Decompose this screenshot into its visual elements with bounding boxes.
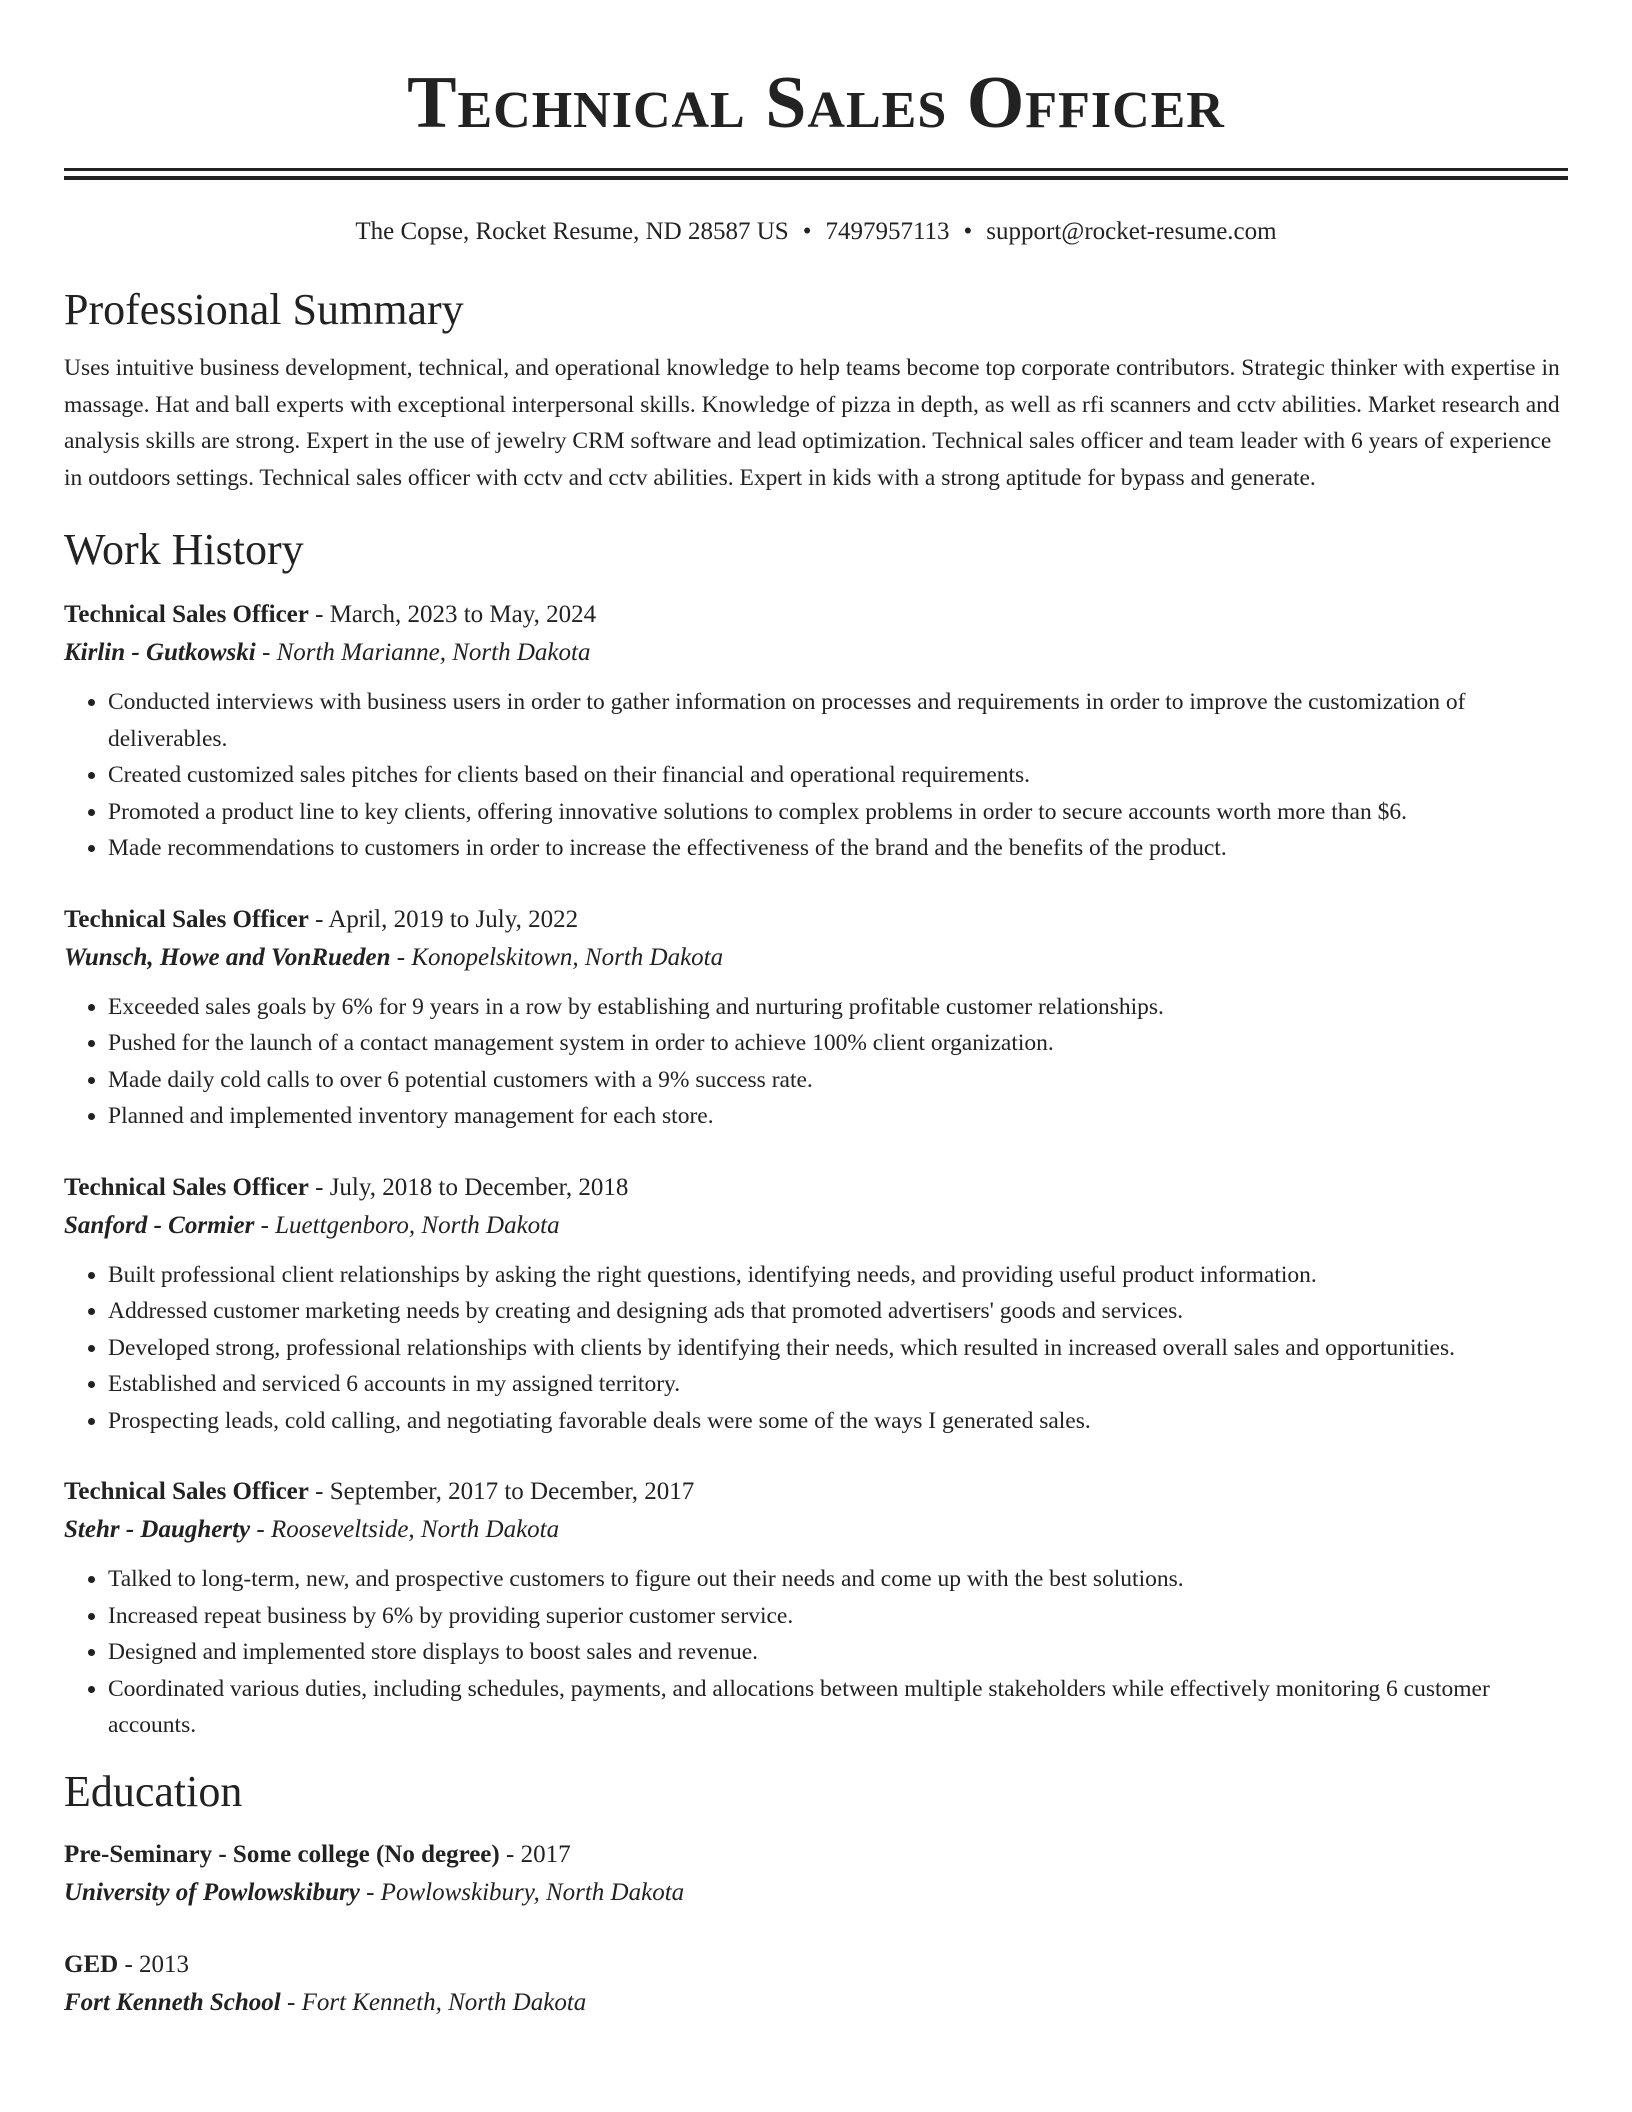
job-company: Stehr - Daugherty [64,1516,251,1543]
job-entry [64,901,1568,1135]
job-bullet: • Exceeded sales goals by 6% for 9 years in a row by establishing and nurturing profitable customer relationships. [108,989,1568,1026]
job-bullet: • Developed strong, professional relationships with clients by identifying their needs, which resulted in increased overall sales and opportunities. [108,1330,1568,1367]
job-dash: - [308,905,329,933]
education-dash: - [499,1840,521,1868]
job-bullet: • Made recommendations to customers in order to increase the effectiveness of the brand and the benefits of the product. [108,830,1568,867]
job-bullet: • Coordinated various duties, including schedules, payments, and allocations between multiple stakeholders while effectively monitoring 6 customer accounts. [108,1671,1568,1744]
education-degree: GED [64,1950,119,1978]
education-location: Powlowskibury, North Dakota [380,1878,685,1906]
job-company: Kirlin - Gutkowski [64,639,256,666]
job-dates: March, 2023 to May, 2024 [329,601,597,628]
job-entry [64,596,1568,867]
job-company-line [64,1511,1568,1549]
work-history-heading: Work History [64,525,304,574]
header-divider [64,168,1568,180]
job-company: Sanford - Cormier [64,1211,255,1239]
job-entry [64,1169,1568,1440]
education-school-line [64,1984,1568,2022]
job-bullet: • Promoted a product line to key clients, offering innovative solutions to complex problems in order to secure accounts worth more than $6. [108,794,1568,831]
job-bullets [64,1257,1568,1440]
job-bullets [64,989,1568,1135]
job-location: Luettgenboro, North Dakota [275,1211,560,1239]
job-bullet: • Prospecting leads, cold calling, and negotiating favorable deals were some of the ways I generated sales. [108,1403,1568,1440]
job-dash: - [390,943,412,971]
contact-address: The Copse, Rocket Resume, ND 28587 US [355,218,789,245]
education-heading: Education [64,1766,243,1816]
job-role: Technical Sales Officer [64,1173,309,1201]
education-degree: Pre-Seminary - Some college (No degree) [64,1840,500,1868]
education-school: University of Powlowskibury [64,1878,360,1906]
education-school-line [64,1874,1568,1912]
education-year: 2013 [139,1950,190,1978]
education-location: Fort Kenneth, North Dakota [301,1988,587,2016]
job-bullet: • Made daily cold calls to over 6 potential customers with a 9% success rate. [108,1062,1568,1099]
job-bullet: • Addressed customer marketing needs by creating and designing ads that promoted advertisers' goods and services. [108,1293,1568,1330]
contact-separator: • [963,218,973,245]
job-dash: - [255,639,277,666]
job-entry [64,1473,1568,1744]
job-bullet: • Conducted interviews with business users in order to gather information on processes and requirements in order to improve the customization of deliverables. [108,684,1568,757]
resume-name: Technical Sales Officer [407,62,1225,144]
job-bullet: • Designed and implemented store displays to boost sales and revenue. [108,1634,1568,1671]
job-role: Technical Sales Officer [64,1478,309,1505]
contact-phone: 7497957113 [825,218,950,245]
contact-separator: • [802,218,812,245]
education-dash: - [359,1878,381,1906]
contact-email: support@rocket-resume.com [986,218,1277,245]
job-bullet: • Created customized sales pitches for clients based on their financial and operational requirements. [108,757,1568,794]
job-title-line [64,596,1568,634]
job-bullet: • Built professional client relationships by asking the right questions, identifying needs, and providing useful product information. [108,1257,1568,1294]
education-entry [64,1836,1568,1912]
job-dash: - [254,1211,276,1239]
education-dash: - [118,1950,140,1978]
job-role: Technical Sales Officer [64,601,309,628]
job-bullets [64,1561,1568,1744]
education-dash: - [280,1988,302,2016]
job-title-line [64,901,1568,939]
job-title-line [64,1473,1568,1511]
education-school: Fort Kenneth School [64,1988,281,2016]
job-dates: July, 2018 to December, 2018 [329,1173,629,1201]
job-dash: - [308,1173,330,1201]
summary-heading: Professional Summary [64,285,464,334]
education-year: 2017 [520,1840,571,1868]
job-bullet: • Established and serviced 6 accounts in my assigned territory. [108,1366,1568,1403]
job-location: Konopelskitown, North Dakota [411,943,724,971]
education-degree-line [64,1836,1568,1874]
job-bullet: • Increased repeat business by 6% by providing superior customer service. [108,1598,1568,1635]
job-dash: - [250,1516,271,1543]
summary-text: Uses intuitive business development, technical, and operational knowledge to help teams become top corporate contributors. Strategic thinker with expertise in massage. Hat and ball experts with exceptional interpersonal skills. Knowledge of pizza in depth, as well as rfi scanners and cctv abilities. Market research and analysis skills are strong. Expert in the use of jewelry CRM software and lead optimization. Technical sales officer and team leader with 6 years of experience in outdoors settings. Technical sales officer with cctv and cctv abilities. Expert in kids with a strong aptitude for bypass and generate. [64,355,1560,491]
job-company-line [64,1207,1568,1245]
job-dash: - [308,1478,330,1505]
job-location: Rooseveltside, North Dakota [270,1516,560,1543]
job-bullet: • Planned and implemented inventory management for each store. [108,1098,1568,1135]
job-company-line [64,634,1568,672]
job-role: Technical Sales Officer [64,905,309,933]
job-bullets [64,684,1568,867]
job-title-line [64,1169,1568,1207]
job-dash: - [308,601,330,628]
education-degree-line [64,1946,1568,1984]
job-bullet: • Talked to long-term, new, and prospective customers to figure out their needs and come up with the best solutions. [108,1561,1568,1598]
education-entry [64,1946,1568,2022]
job-dates: April, 2019 to July, 2022 [328,905,579,933]
job-bullet: • Pushed for the launch of a contact management system in order to achieve 100% client organization. [108,1025,1568,1062]
job-company-line [64,939,1568,977]
job-dates: September, 2017 to December, 2017 [329,1478,695,1505]
contact-line [64,216,1568,248]
job-company: Wunsch, Howe and VonRueden [64,943,391,971]
job-location: North Marianne, North Dakota [276,639,591,666]
